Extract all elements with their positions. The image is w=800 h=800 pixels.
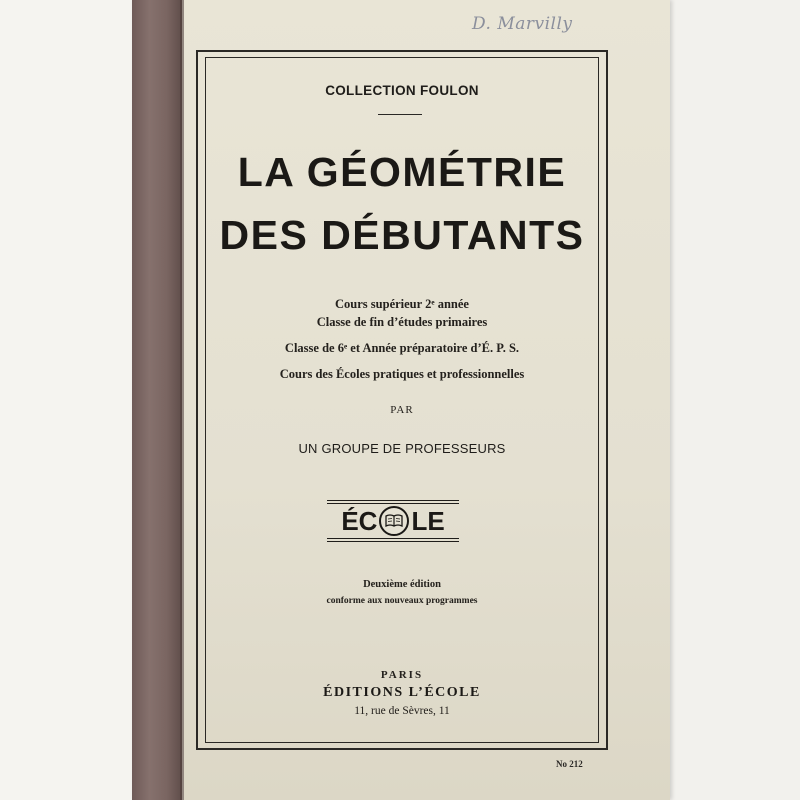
title-line-2: DES DÉBUTANTS [219, 212, 585, 258]
logo-text-right: LE [411, 505, 445, 536]
cover-content [205, 57, 599, 743]
logo-word [327, 504, 459, 538]
author: UN GROUPE DE PROFESSEURS [298, 441, 506, 456]
level-line-4: Cours des Écoles pratiques et professionnelles [279, 367, 525, 381]
divider-rule [378, 114, 422, 115]
publisher-city: PARIS [380, 669, 424, 681]
publisher-logo [327, 500, 459, 542]
logo-text-left: ÉC [341, 505, 378, 536]
edition: Deuxième édition [363, 579, 441, 590]
catalog-number: No 212 [556, 759, 583, 769]
level-line-2: Classe de fin d’études primaires [316, 315, 488, 329]
handwritten-signature: D. Marvilly [472, 14, 573, 34]
edition-note: conforme aux nouveaux programmes [326, 596, 478, 606]
open-book-icon [379, 506, 409, 536]
level-line-1: Cours supérieur 2ᵉ année [335, 297, 469, 311]
title-line-1: LA GÉOMÉTRIE [237, 149, 567, 195]
level-line-3: Classe de 6ᵉ et Année préparatoire d’É. P. S. [284, 341, 520, 355]
collection-name: COLLECTION FOULON [325, 83, 479, 98]
logo-bottom-rule [327, 538, 459, 539]
logo-top-rule [327, 500, 459, 501]
by-label: PAR [390, 404, 414, 416]
publisher-name: ÉDITIONS L’ÉCOLE [323, 685, 481, 700]
logo-bottom-rule-2 [327, 541, 459, 542]
book-spine [132, 0, 182, 800]
background-left [0, 0, 132, 800]
publisher-address: 11, rue de Sèvres, 11 [354, 705, 450, 717]
background-right [670, 0, 800, 800]
